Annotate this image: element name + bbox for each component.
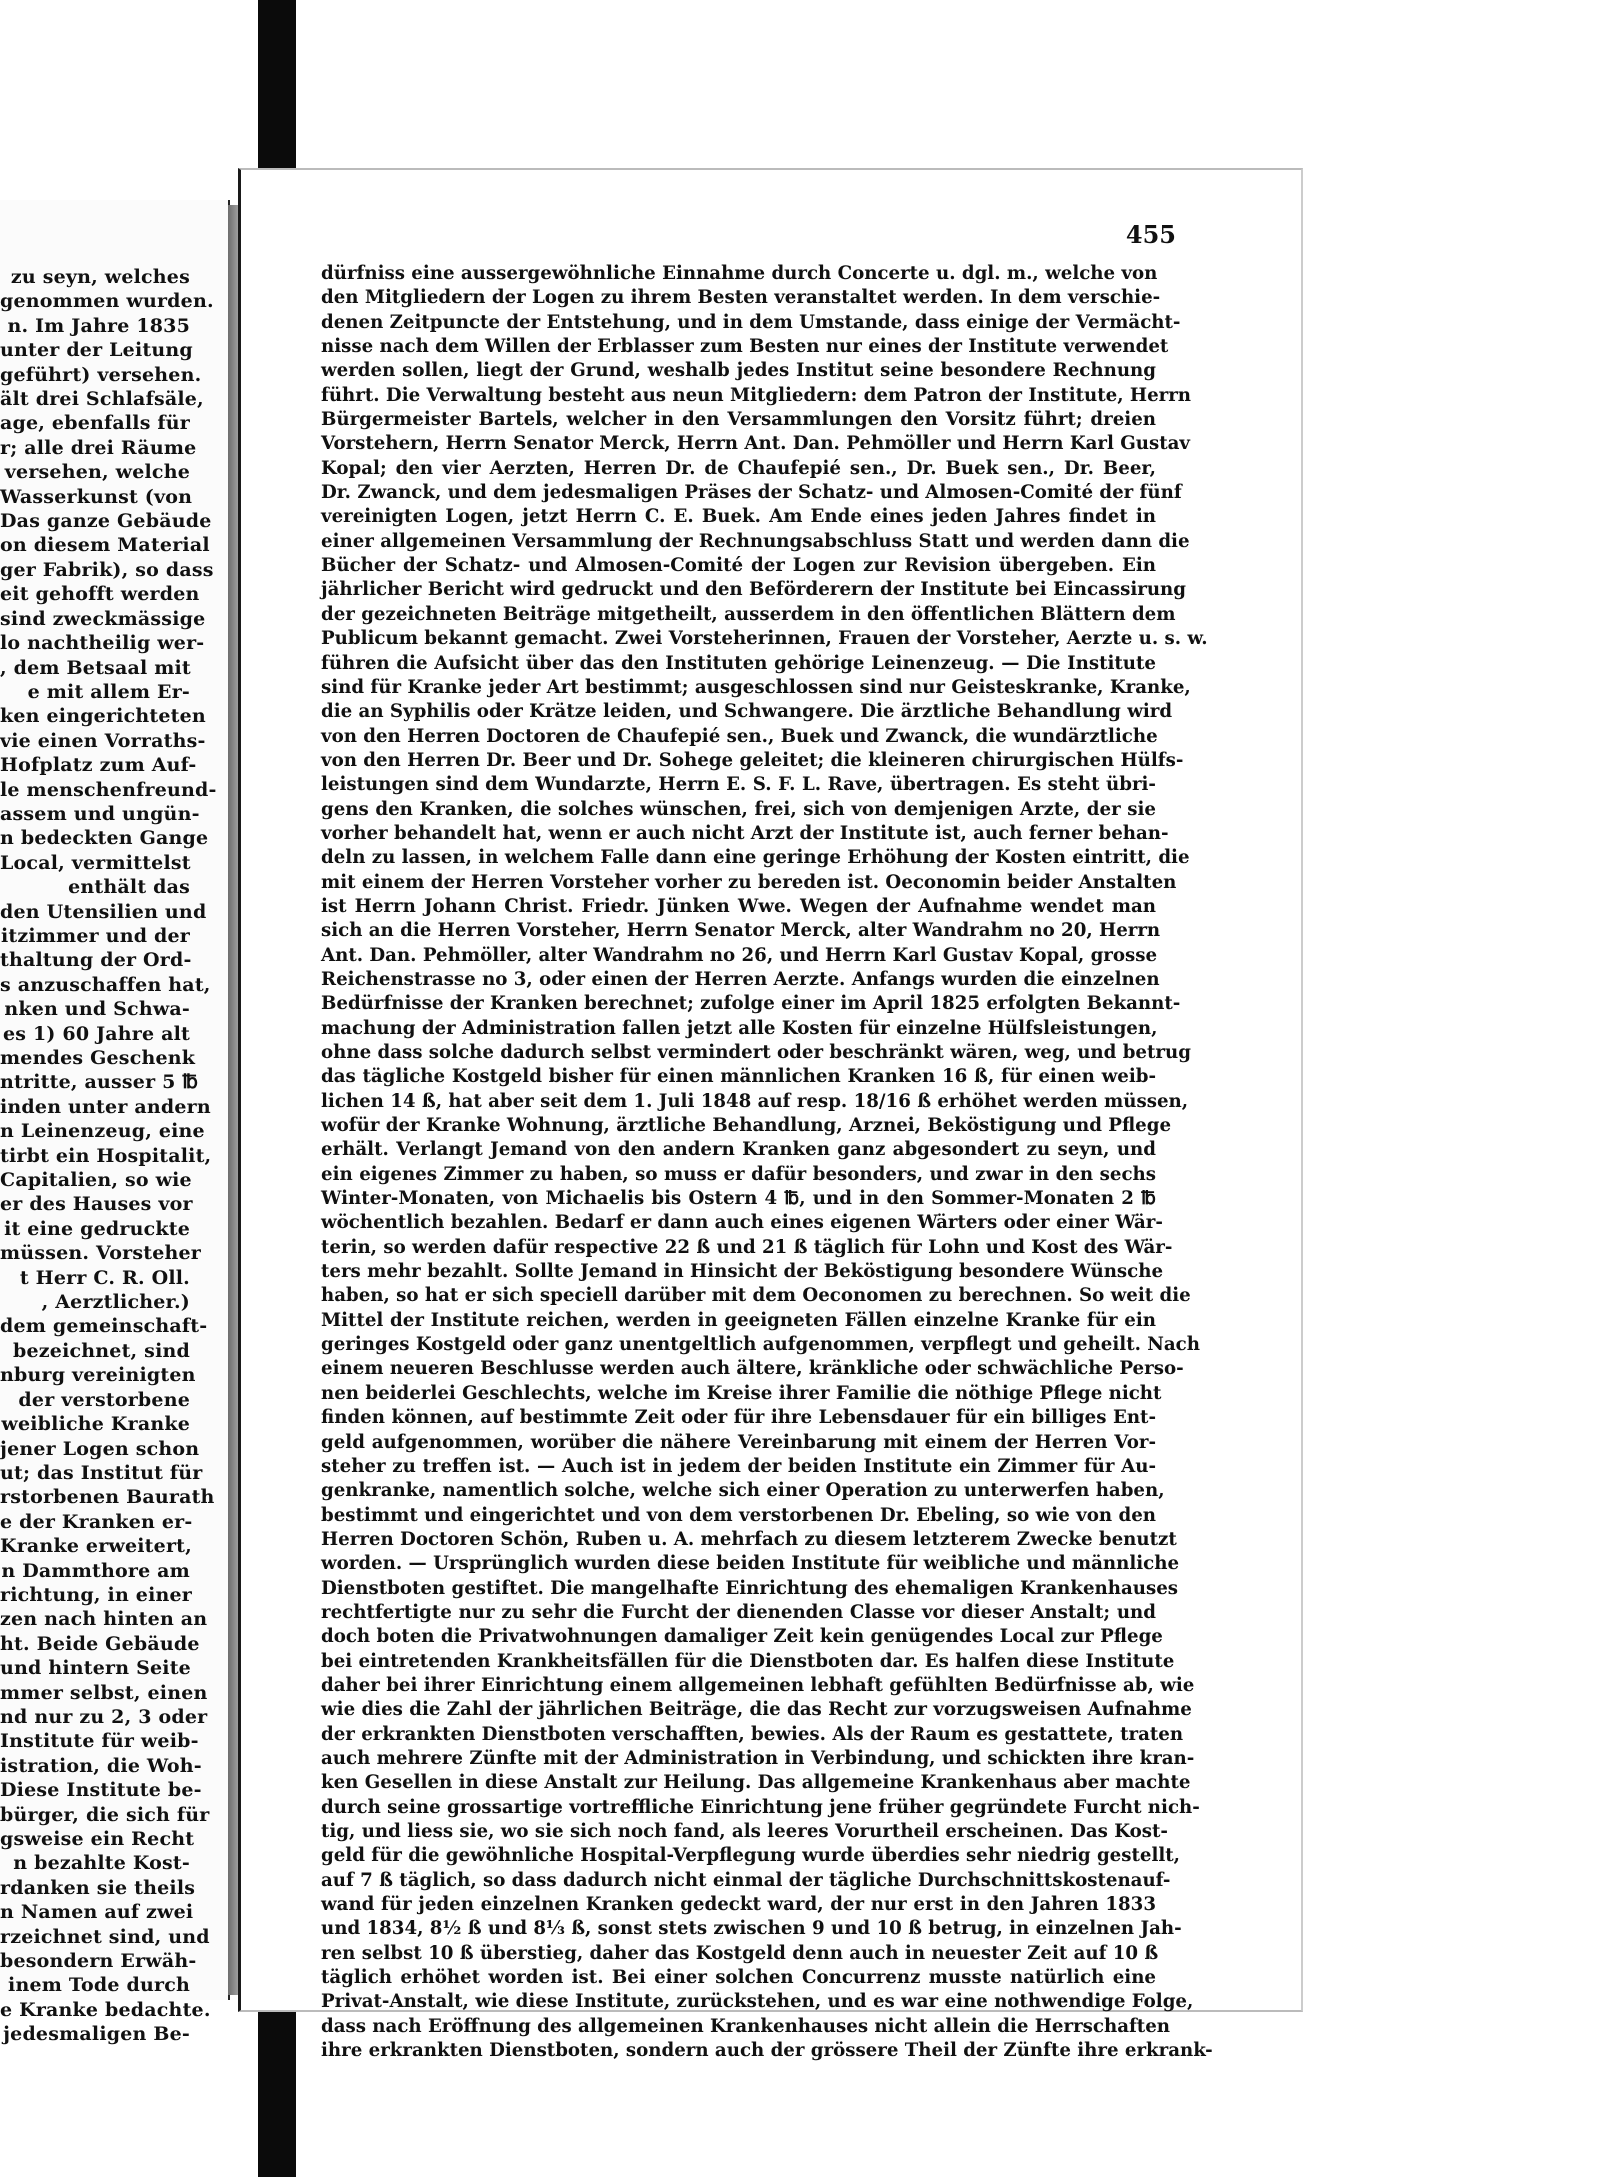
text-line: die an Syphilis oder Krätze leiden, und Schwangere. Die ärztliche Behandlung wird (321, 701, 1173, 723)
text-line: ein eigenes Zimmer zu haben, so muss er dafür besonders, und zwar in den sechs (321, 1163, 1156, 1185)
left-text-line: zen nach hinten an (0, 1608, 208, 1631)
text-line: rechtfertigte nur zu sehr die Furcht der dienenden Classe vor dieser Anstalt; und (321, 1601, 1156, 1623)
text-line: dass nach Eröffnung des allgemeinen Krankenhauses nicht allein die Herrschaften (321, 2015, 1170, 2037)
left-text-line: dem gemeinschaft- (0, 1315, 208, 1338)
left-text-line: assem und ungün- (0, 802, 200, 825)
left-text-line: enthält das (68, 876, 190, 899)
text-line: ihre erkrankten Dienstboten, sondern auch der grössere Theil der Zünfte ihre erkrank- (321, 2040, 1213, 2062)
text-line: lichen 14 ß, hat aber seit dem 1. Juli 1848 auf resp. 18/16 ß erhöhet werden müssen, (321, 1090, 1189, 1112)
left-text-line: sind zweckmässige (0, 607, 206, 630)
text-line: täglich erhöhet worden ist. Bei einer solchen Concurrenz musste natürlich eine (321, 1967, 1156, 1989)
left-text-line: Diese Institute be- (0, 1779, 202, 1802)
text-line: Kopal; den vier Aerzten, Herren Dr. de Chaufepié sen., Dr. Buek sen., Dr. Beer, (321, 457, 1156, 479)
text-line: der gezeichneten Beiträge mitgetheilt, ausserdem in den öffentlichen Blättern dem (321, 603, 1176, 625)
text-line: Winter-Monaten, von Michaelis bis Ostern 4 ℔, und in den Sommer-Monaten 2 ℔ (321, 1188, 1156, 1210)
left-text-line: rzeichnet sind, und (0, 1925, 210, 1948)
left-text-line: t Herr C. R. Oll. (19, 1266, 190, 1289)
text-line: leistungen sind dem Wundarzte, Herrn E. S. F. L. Rave, übertragen. Es steht übri- (321, 774, 1156, 796)
left-text-line: inden unter andern (0, 1095, 211, 1118)
left-text-line: den Utensilien und (0, 900, 207, 923)
text-line: machung der Administration fallen jetzt alle Kosten für einzelne Hülfsleistungen, (321, 1017, 1158, 1039)
text-line: vorher behandelt hat, wenn er auch nicht Arzt der Institute ist, auch ferner behan- (321, 822, 1169, 844)
left-text-line: n. Im Jahre 1835 (7, 314, 190, 337)
left-text-line: mmer selbst, einen (0, 1681, 208, 1704)
left-text-line: Capitalien, so wie (0, 1169, 192, 1192)
left-text-line: Hofplatz zum Auf- (0, 754, 197, 777)
left-text-line: e mit allem Er- (27, 680, 190, 703)
text-line: wand für jeden einzelnen Kranken gedeckt ward, der nur erst in den Jahren 1833 (321, 1894, 1156, 1916)
left-text-line: ut; das Institut für (0, 1461, 203, 1484)
text-line: dürfniss eine aussergewöhnliche Einnahme durch Concerte u. dgl. m., welche von (321, 263, 1158, 284)
left-text-line: richtung, in einer (0, 1583, 192, 1606)
text-line: der erkrankten Dienstboten verschafften, bewies. Als der Raum es gestattete, traten (321, 1723, 1184, 1745)
text-line: sind für Kranke jeder Art bestimmt; ausgeschlossen sind nur Geisteskranke, Kranke, (321, 676, 1191, 698)
left-text-line: Wasserkunst (von (0, 485, 193, 508)
left-text-line: on diesem Material (0, 534, 210, 557)
left-text-line: e Kranke bedachte. (0, 1998, 211, 2021)
left-text-line: n Namen auf zwei (0, 1901, 194, 1924)
left-text-line: geführt) versehen. (0, 363, 202, 386)
text-line: auf 7 ß täglich, so dass dadurch nicht einmal der tägliche Durchschnittskostenauf- (321, 1869, 1171, 1891)
text-line: Vorstehern, Herrn Senator Merck, Herrn Ant. Dan. Pehmöller und Herrn Karl Gustav (321, 433, 1191, 455)
text-line: geld aufgenommen, worüber die nähere Vereinbarung mit einem der Herren Vor- (321, 1431, 1156, 1453)
text-line: Dienstboten gestiftet. Die mangelhafte Einrichtung des ehemaligen Krankenhauses (321, 1577, 1179, 1599)
left-text-line: Institute für weib- (0, 1730, 199, 1753)
left-text-line: Kranke erweitert, (0, 1535, 192, 1558)
text-line: worden. — Ursprünglich wurden diese beiden Institute für weibliche und männliche (321, 1553, 1180, 1575)
page-number: 455 (1125, 220, 1176, 249)
text-line: bei eintretenden Krankheitsfällen für die Dienstboten dar. Es halfen diese Institute (321, 1650, 1175, 1672)
left-text-line: , dem Betsaal mit (0, 656, 191, 679)
text-line: Bürgermeister Bartels, welcher in den Versammlungen den Vorsitz führt; dreien (321, 409, 1156, 431)
left-text-line: n Dammthore am (1, 1559, 190, 1582)
text-line: Herren Doctoren Schön, Ruben u. A. mehrfach zu diesem letzterem Zwecke benutzt (321, 1528, 1177, 1550)
text-line: erhält. Verlangt Jemand von den andern Kranken ganz abgesondert zu seyn, und (321, 1139, 1156, 1161)
text-line: geringes Kostgeld oder ganz unentgeltlich aufgenommen, verpflegt und geheilt. Nach (321, 1334, 1200, 1356)
left-text-line: it eine gedruckte (4, 1217, 190, 1240)
text-line: deln zu lassen, in welchem Falle dann eine geringe Erhöhung der Kosten eintritt, die (321, 847, 1190, 869)
left-text-line: bürger, die sich für (0, 1803, 210, 1826)
text-line: das tägliche Kostgeld bisher für einen männlichen Kranken 16 ß, für einen weib- (321, 1066, 1156, 1088)
text-line: von den Herren Dr. Beer und Dr. Sohege geleitet; die kleineren chirurgischen Hülfs- (321, 749, 1184, 771)
left-page-text (0, 265, 217, 2047)
left-text-line: inem Tode durch (8, 1974, 190, 1997)
left-text-line: jener Logen schon (0, 1437, 200, 1460)
text-line: Bedürfnisse der Kranken berechnet; zufolge einer im April 1825 erfolgten Bekannt- (321, 993, 1181, 1015)
left-text-line: müssen. Vorsteher (0, 1242, 201, 1265)
left-text-line: le menschenfreund- (0, 778, 217, 801)
left-text-line: ht. Beide Gebäude (0, 1632, 200, 1655)
left-text-line: rdanken sie theils (0, 1876, 196, 1899)
left-text-line: er des Hauses vor (0, 1193, 193, 1216)
left-text-line: zu seyn, welches (10, 266, 190, 288)
left-text-line: vie einen Vorraths- (0, 729, 206, 752)
left-text-line: ger Fabrik), so dass (0, 558, 214, 581)
left-text-line: besondern Erwäh- (0, 1950, 197, 1973)
left-text-line: weibliche Kranke (1, 1413, 190, 1436)
left-text-line: rstorbenen Baurath (0, 1486, 215, 1509)
left-text-line: age, ebenfalls für (0, 412, 191, 435)
text-line: und 1834, 8½ ß und 8⅓ ß, sonst stets zwischen 9 und 10 ß betrug, in einzelnen Jah- (321, 1918, 1182, 1940)
right-page (238, 168, 1303, 2062)
text-line: Mittel der Institute reichen, werden in geeigneten Fällen einzelne Kranke für ein (321, 1309, 1156, 1331)
left-text-line: ält drei Schlafsäle, (0, 388, 204, 411)
text-line: ken Gesellen in diese Anstalt zur Heilung. Das allgemeine Krankenhaus aber machte (321, 1772, 1191, 1794)
left-text-line: mendes Geschenk (0, 1047, 196, 1069)
left-text-line: nburg vereinigten (0, 1364, 196, 1387)
left-text-line: , Aerztlicher.) (41, 1291, 190, 1314)
left-text-line: der verstorbene (18, 1388, 190, 1411)
left-text-line: n Leinenzeug, eine (0, 1120, 205, 1143)
text-line: wöchentlich bezahlen. Bedarf er dann auch eines eigenen Wärters oder einer Wär- (321, 1212, 1163, 1234)
text-line: wofür der Kranke Wohnung, ärztliche Behandlung, Arznei, Beköstigung und Pflege (321, 1115, 1172, 1137)
text-line: durch seine grossartige vortreffliche Einrichtung jene früher gegründete Furcht nich- (321, 1796, 1200, 1818)
text-line: denen Zeitpuncte der Entstehung, und in dem Umstande, dass einige der Vermächt- (321, 311, 1181, 333)
left-text-line: n bedeckten Gange (0, 827, 209, 850)
left-text-line: bezeichnet, sind (13, 1339, 190, 1362)
text-line: Privat-Anstalt, wie diese Institute, zurückstehen, und es war eine nothwendige Folge, (321, 1991, 1194, 2013)
left-page (0, 200, 230, 2046)
text-line: ohne dass solche dadurch selbst vermindert oder beschränkt wären, weg, und betrug (321, 1042, 1191, 1063)
left-text-line: nken und Schwa- (4, 998, 190, 1021)
left-text-line: itzimmer und der (0, 924, 190, 947)
text-line: wie dies die Zahl der jährlichen Beiträge, die das Recht zur vorzugsweisen Aufnahme (321, 1699, 1192, 1721)
text-line: auch mehrere Zünfte mit der Administration in Verbindung, und schickten ihre kran- (321, 1747, 1195, 1769)
left-text-line: nd nur zu 2, 3 oder (0, 1705, 208, 1728)
text-line: gens den Kranken, die solches wünschen, frei, sich von demjenigen Arzte, der sie (321, 798, 1156, 820)
text-line: Dr. Zwanck, und dem jedesmaligen Präses der Schatz- und Almosen-Comité der fünf (321, 482, 1182, 504)
left-text-line: thaltung der Ord- (0, 949, 192, 972)
left-text-line: es 1) 60 Jahre alt (2, 1022, 190, 1045)
left-text-line: s anzuschaffen hat, (0, 973, 211, 996)
text-line: führen die Aufsicht über das den Instituten gehörige Leinenzeug. — Die Institute (321, 652, 1156, 674)
left-text-line: lo nachtheilig wer- (0, 632, 205, 655)
text-line: Reichenstrasse no 3, oder einen der Herren Aerzte. Anfangs wurden die einzelnen (321, 968, 1160, 990)
text-line: haben, so hat er sich speciell darüber mit dem Oeconomen zu berechnen. So weit die (321, 1285, 1191, 1307)
text-line: genkranke, namentlich solche, welche sich einer Operation zu unterwerfen haben, (321, 1480, 1165, 1502)
text-line: nen beiderlei Geschlechts, welche im Kreise ihrer Familie die nöthige Pflege nicht (321, 1382, 1162, 1404)
text-line: führt. Die Verwaltung besteht aus neun Mitgliedern: dem Patron der Institute, Herrn (321, 384, 1192, 406)
text-line: tig, und liess sie, wo sie sich noch fand, als leeres Vorurtheil erscheinen. Das Kost- (321, 1821, 1168, 1842)
text-line: den Mitgliedern der Logen zu ihrem Besten veranstaltet werden. In dem verschie- (321, 287, 1161, 309)
left-text-line: Local, vermittelst (0, 851, 191, 874)
text-line: einer allgemeinen Versammlung der Rechnungsabschluss Statt und werden dann die (321, 530, 1190, 552)
left-text-line: genommen wurden. (0, 290, 214, 313)
left-text-line: unter der Leitung (0, 339, 193, 362)
left-text-line: tirbt ein Hospitalit, (0, 1144, 212, 1167)
text-line: ren selbst 10 ß überstieg, daher das Kostgeld denn auch in neuester Zeit auf 10 ß (321, 1942, 1159, 1964)
text-line: Publicum bekannt gemacht. Zwei Vorsteherinnen, Frauen der Vorsteher, Aerzte u. s. w. (321, 628, 1208, 650)
left-text-line: istration, die Woh- (0, 1754, 202, 1777)
left-text-line: Das ganze Gebäude (0, 510, 212, 533)
text-line: geld für die gewöhnliche Hospital-Verpflegung wurde überdies sehr niedrig gestellt, (321, 1845, 1181, 1867)
text-line: bestimmt und eingerichtet und von dem verstorbenen Dr. Ebeling, so wie von den (321, 1504, 1156, 1526)
left-text-line: versehen, welche (4, 461, 190, 484)
text-line: werden sollen, liegt der Grund, weshalb jedes Institut seine besondere Rechnung (321, 360, 1156, 382)
text-line: einem neueren Beschlusse werden auch ältere, kränkliche oder schwächliche Perso- (321, 1358, 1184, 1380)
text-line: vereinigten Logen, jetzt Herrn C. E. Buek. Am Ende eines jeden Jahres findet in (321, 506, 1156, 528)
left-text-line: ntritte, ausser 5 ℔ (0, 1071, 199, 1094)
text-line: mit einem der Herren Vorsteher vorher zu bereden ist. Oeconomin beider Anstalten (321, 871, 1177, 893)
text-line: ters mehr bezahlt. Sollte Jemand in Hinsicht der Beköstigung besondere Wünsche (321, 1261, 1164, 1283)
text-line: sich an die Herren Vorsteher, Herrn Senator Merck, alter Wandrahm no 20, Herrn (321, 920, 1161, 942)
text-line: daher bei ihrer Einrichtung einem allgemeinen lebhaft gefühlten Bedürfnisse ab, wie (321, 1674, 1195, 1696)
text-line: finden können, auf bestimmte Zeit oder für ihre Lebensdauer für ein billiges Ent- (321, 1407, 1156, 1429)
left-text-line: r; alle drei Räume (0, 436, 197, 459)
left-text-line: und hintern Seite (0, 1657, 191, 1680)
body-text (321, 262, 1213, 2063)
left-text-line: n bezahlte Kost- (13, 1852, 190, 1875)
text-line: steher zu treffen ist. — Auch ist in jedem der beiden Institute ein Zimmer für Au- (321, 1455, 1156, 1477)
left-text-line: jedesmaligen Be- (3, 2023, 190, 2046)
left-text-line: gsweise ein Recht (0, 1828, 195, 1850)
text-line: ist Herrn Johann Christ. Friedr. Jünken Wwe. Wegen der Aufnahme wendet man (321, 895, 1156, 917)
text-line: doch boten die Privatwohnungen damaliger Zeit kein genügendes Local zur Pflege (321, 1626, 1163, 1648)
text-line: Bücher der Schatz- und Almosen-Comité der Logen zur Revision übergeben. Ein (321, 555, 1156, 577)
left-text-line: ken eingerichteten (0, 705, 206, 728)
text-line: nisse nach dem Willen der Erblasser zum Besten nur eines der Institute verwendet (321, 336, 1169, 358)
left-text-line: e der Kranken er- (0, 1510, 193, 1533)
text-line: Ant. Dan. Pehmöller, alter Wandrahm no 26, und Herrn Karl Gustav Kopal, grosse (321, 944, 1158, 966)
left-text-line: eit gehofft werden (0, 583, 200, 606)
text-line: jährlicher Bericht wird gedruckt und den Beförderern der Institute bei Eincassirung (321, 579, 1186, 601)
text-line: terin, so werden dafür respective 22 ß und 21 ß täglich für Lohn und Kost des Wär- (321, 1236, 1173, 1258)
text-line: von den Herren Doctoren de Chaufepié sen., Buek und Zwanck, die wundärztliche (321, 725, 1158, 747)
binding-strip-bottom (258, 1995, 296, 2177)
